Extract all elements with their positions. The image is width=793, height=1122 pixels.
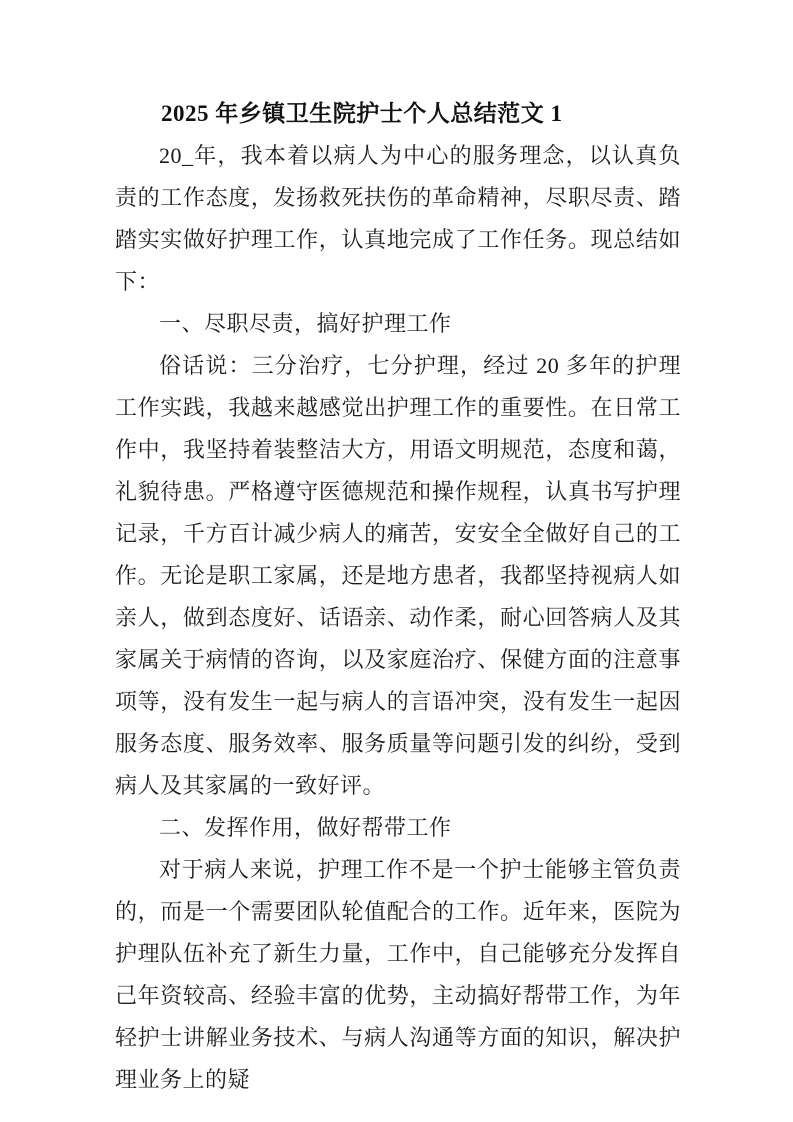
document-title: 2025 年乡镇卫生院护士个人总结范文 1 bbox=[161, 101, 563, 126]
document-body bbox=[115, 135, 681, 1101]
paragraph: 俗话说：三分治疗，七分护理，经过 20 多年的护理工作实践，我越来越感觉出护理工作的重要性。在日常工作中，我坚持着装整洁大方，用语文明规范，态度和蔼，礼貌待患。严格遵守医德规范和操作规程，认真书写护理记录，千方百计减少病人的痛苦，安安全全做好自己的工作。无论是职工家属，还是地方患者，我都坚持视病人如亲人，做到态度好、话语亲、动作柔，耐心回答病人及其家属关于病情的咨询，以及家庭治疗、保健方面的注意事项等，没有发生一起与病人的言语冲突，没有发生一起因服务态度、服务效率、服务质量等问题引发的纠纷，受到病人及其家属的一致好评。 bbox=[115, 353, 681, 798]
paragraph: 20_年，我本着以病人为中心的服务理念，以认真负责的工作态度，发扬救死扶伤的革命精神，尽职尽责、踏踏实实做好护理工作，认真地完成了工作任务。现总结如下： bbox=[115, 143, 681, 294]
paragraph: 对于病人来说，护理工作不是一个护士能够主管负责的，而是一个需要团队轮值配合的工作。近年来，医院为护理队伍补充了新生力量，工作中，自己能够充分发挥自己年资较高、经验丰富的优势，主动搞好帮带工作，为年轻护士讲解业务技术、与病人沟通等方面的知识，解决护理业务上的疑 bbox=[115, 857, 681, 1092]
section-heading: 二、发挥作用，做好帮带工作 bbox=[159, 815, 452, 840]
section-heading: 一、尽职尽责，搞好护理工作 bbox=[159, 311, 452, 336]
